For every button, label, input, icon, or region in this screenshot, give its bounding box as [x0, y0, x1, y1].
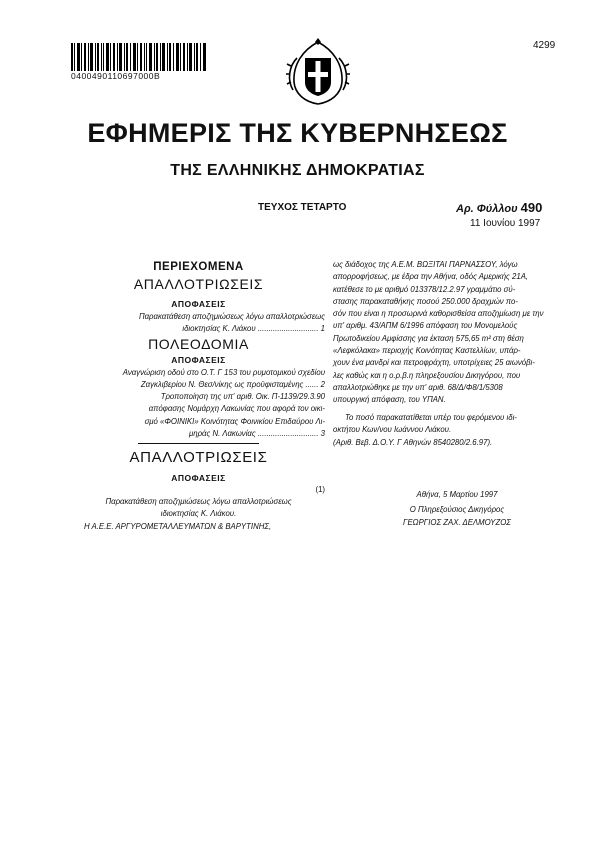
toc-section-sub: ΑΠΟΦΑΣΕΙΣ — [171, 299, 226, 309]
toc-entry-line: μηράς Ν. Λακωνίας ............................ 3 — [188, 428, 325, 438]
gazette-title: ΕΦΗΜΕΡΙΣ ΤΗΣ ΚΥΒΕΡΝΗΣΕΩΣ — [87, 118, 508, 148]
body-line: λες καθώς και η ο.ρ.β.η πληρεξουσίου Δικηγόρου, που — [333, 370, 521, 380]
toc-entry-line: Ζαγκλιβερίου Ν. Θεσ/νίκης ως προϋφισταμένης ...... 2 — [140, 380, 325, 390]
body-line: χουν ένα μανδρί και πετροφράχτη, υποτρίχειες 25 αιωνόβι- — [333, 358, 535, 368]
toc-entry-line: ιδιοκτησίας Κ. Λιάκου ............................ 1 — [182, 324, 325, 334]
toc-heading: ΠΕΡΙΕΧΟΜΕΝΑ — [153, 261, 244, 273]
sheet-number-value: 490 — [520, 200, 543, 215]
sheet-label: Αρ. Φύλλου — [456, 203, 518, 215]
body-line: Πρωτοδικείου Αμφίσσης για έκταση 575,65 m² στη θέση — [333, 333, 524, 343]
decision-intro — [72, 521, 325, 533]
decision-intro-text: Η Α.Ε.Ε. ΑΡΓΥΡΟΜΕΤΑΛΛΕΥΜΑΤΩΝ & ΒΑΡΥΤΙΝΗΣ, — [84, 522, 272, 531]
barcode — [71, 43, 206, 71]
decision-number: (1) — [315, 485, 325, 494]
signature-role: Ο Πληρεξούσιος Δικηγόρος — [409, 505, 505, 515]
body-line: κατέθεσε το με αριθμό 013378/12.2.97 γραμμάτιο σύ- — [333, 284, 516, 294]
signature-name: ΓΕΩΡΓΙΟΣ ΖΑΧ. ΔΕΛΜΟΥΖΟΣ — [403, 517, 511, 527]
page-number: 4299 — [533, 40, 556, 51]
issue-date: 11 Ιουνίου 1997 — [470, 218, 541, 229]
toc-section-urban-planning: ΠΟΛΕΟΔΟΜΙΑ — [148, 336, 249, 352]
decision-body — [333, 259, 581, 407]
decision-beneficiary — [333, 412, 581, 449]
signature-date: Αθήνα, 5 Μαρτίου 1997 — [416, 490, 498, 499]
body-line: σόν που είναι η προσωρινά καθορισθείσα αποζημίωση με την — [333, 309, 544, 319]
barcode-number: 0400490110697000В — [71, 71, 161, 81]
body-line: Το ποσό παρακατατίθεται υπέρ του φερόμενου ιδι- — [345, 413, 517, 422]
toc-section-sub: ΑΠΟΦΑΣΕΙΣ — [171, 355, 226, 365]
toc-section-expropriations: ΑΠΑΛΛΟΤΡΙΩΣΕΙΣ — [133, 276, 264, 292]
toc-entry-1 — [72, 311, 325, 336]
sheet-number — [456, 200, 542, 215]
toc-entry-line: Αναγνώριση οδού στο Ο.Τ. Γ 153 του ρυμοτομικού σχεδίου — [122, 368, 325, 377]
toc-entry-line: σμό «ΦΟΙΝΙΚΙ» Κοινότητας Φοινικίου Επιδαύρου Λι- — [144, 416, 325, 426]
main-section-sub: ΑΠΟΦΑΣΕΙΣ — [171, 473, 226, 483]
section-divider — [138, 443, 259, 444]
decision-heading-line: ιδιοκτησίας Κ. Λιάκου. — [160, 509, 237, 519]
main-section-heading: ΑΠΑΛΛΟΤΡΙΩΣΕΙΣ — [129, 449, 268, 466]
body-line: «Λεφκόλακα» περιοχής Κοινότητας Καστελλίων, υπάρ- — [333, 346, 521, 356]
gazette-subtitle: ΤΗΣ ΕΛΛΗΝΙΚΗΣ ΔΗΜΟΚΡΑΤΙΑΣ — [170, 162, 425, 179]
toc-entry-2 — [72, 367, 325, 392]
toc-entry-line: Τροποποίηση της υπ' αριθ. Οικ. Π-1139/29.3.90 — [160, 392, 325, 401]
body-line: οκτήτου Κων/νου Ιωάννου Λιάκου. — [333, 425, 452, 435]
toc-entry-line: Παρακατάθεση αποζημιώσεως λόγω απαλλοτριώσεως — [138, 312, 325, 321]
body-line: στασης παρακαταθήκης ποσού 250.000 δραχμών πο- — [333, 296, 518, 306]
issue-label: ΤΕΥΧΟΣ ΤΕΤΑΡΤΟ — [258, 202, 347, 213]
receipt-reference: (Αριθ. Βεβ. Δ.Ο.Υ. Γ Αθηνών 8540280/2.6.97). — [333, 437, 493, 447]
decision-heading — [72, 496, 325, 521]
body-line: ως διάδοχος της Α.Ε.Μ. ΒΩΞΙΤΑΙ ΠΑΡΝΑΣΣΟΥ, λόγω — [333, 260, 518, 269]
toc-entry-3 — [72, 391, 325, 440]
body-line: υπ' αριθμ. 43/ΑΠΜ 6/1996 απόφαση του Μονομελούς — [333, 321, 518, 331]
body-line: απορροφήσεως, με έδρα την Αθήνα, οδός Αμερικής 21Α, — [333, 272, 529, 282]
toc-entry-line: απόφασης Νομάρχη Λακωνίας που αφορά τον οικι- — [148, 404, 325, 414]
body-line: απαλλοτριώθηκε με την υπ' αριθ. 68/Δ/Φ8/1/5308 — [333, 382, 503, 392]
signature-block — [333, 489, 581, 529]
greek-coat-of-arms-icon — [283, 36, 353, 108]
decision-heading-line: Παρακατάθεση αποζημιώσεως λόγω απαλλοτριώσεως — [105, 497, 292, 506]
body-line: υπουργική απόφαση, του ΥΠΑΝ. — [333, 395, 446, 405]
